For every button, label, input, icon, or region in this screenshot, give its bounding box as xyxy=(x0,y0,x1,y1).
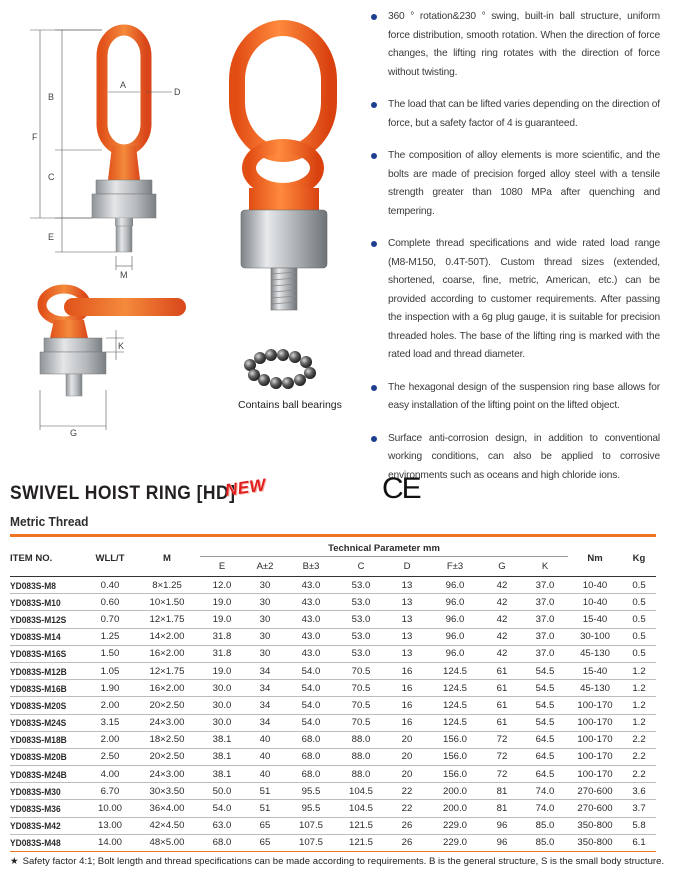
feature-item: 360 ° rotation&230 ° swing, built-in ball structure, uniform force distribution, smooth rotation. When the direction of force changes, the lifting ring rotates with the direction of force without twisting. xyxy=(368,8,660,82)
table-cell: 53.0 xyxy=(336,577,386,594)
table-cell: 74.0 xyxy=(522,783,568,800)
item-number-cell: YD083S-M12B xyxy=(10,662,78,679)
table-cell: 16 xyxy=(386,697,428,714)
table-cell: 4.00 xyxy=(86,766,134,783)
table-cell: 43.0 xyxy=(286,594,336,611)
table-cell: 30×3.50 xyxy=(134,783,200,800)
col-header: WLL/T xyxy=(86,540,134,577)
table-cell: 96.0 xyxy=(428,577,482,594)
table-row xyxy=(10,766,656,783)
ball-bearings-caption: Contains ball bearings xyxy=(238,399,342,411)
table-cell: 34 xyxy=(244,714,286,731)
table-row xyxy=(10,714,656,731)
dim-b-label: B xyxy=(48,92,55,102)
col-header: E xyxy=(200,557,244,577)
table-cell: 81 xyxy=(482,783,522,800)
table-cell: 53.0 xyxy=(336,645,386,662)
table-cell: 13 xyxy=(386,577,428,594)
table-cell: 72 xyxy=(482,748,522,765)
table-cell: 0.60 xyxy=(86,594,134,611)
table-cell: 229.0 xyxy=(428,817,482,834)
table-cell: 54.0 xyxy=(200,800,244,817)
bullet-icon xyxy=(371,436,377,442)
new-badge: NEW xyxy=(223,475,268,500)
table-cell: 45-130 xyxy=(568,680,622,697)
table-cell: 10-40 xyxy=(568,594,622,611)
table-row xyxy=(10,834,656,851)
table-cell: 51 xyxy=(244,783,286,800)
feature-list xyxy=(368,8,660,499)
item-number-cell: YD083S-M42 xyxy=(10,817,78,834)
table-cell: 156.0 xyxy=(428,748,482,765)
table-cell: 0.5 xyxy=(622,611,656,628)
table-cell: 70.5 xyxy=(336,714,386,731)
table-cell: 1.2 xyxy=(622,662,656,679)
table-cell: 104.5 xyxy=(336,783,386,800)
col-header: F±3 xyxy=(428,557,482,577)
spec-table-body xyxy=(10,577,656,852)
table-cell: 2.2 xyxy=(622,748,656,765)
table-cell: 42 xyxy=(482,611,522,628)
table-cell: 12×1.75 xyxy=(134,662,200,679)
table-cell: 6.1 xyxy=(622,834,656,851)
dim-f-label: F xyxy=(32,132,38,142)
table-cell: 50.0 xyxy=(200,783,244,800)
table-cell: 124.5 xyxy=(428,697,482,714)
table-cell: 22 xyxy=(386,800,428,817)
table-row xyxy=(10,783,656,800)
table-cell: 13 xyxy=(386,611,428,628)
table-cell: 37.0 xyxy=(522,645,568,662)
table-cell: 12×1.75 xyxy=(134,611,200,628)
table-cell: 38.1 xyxy=(200,766,244,783)
item-number-cell: YD083S-M16S xyxy=(10,645,78,662)
dim-g-label: G xyxy=(70,428,78,438)
table-cell: 37.0 xyxy=(522,594,568,611)
table-cell: 30.0 xyxy=(200,697,244,714)
table-cell: 64.5 xyxy=(522,731,568,748)
table-cell: 30.0 xyxy=(200,680,244,697)
table-cell: 0.5 xyxy=(622,645,656,662)
table-cell: 43.0 xyxy=(286,611,336,628)
table-cell: 61 xyxy=(482,680,522,697)
table-row xyxy=(10,594,656,611)
table-cell: 16 xyxy=(386,680,428,697)
table-cell: 13 xyxy=(386,645,428,662)
table-cell: 19.0 xyxy=(200,594,244,611)
table-cell: 3.7 xyxy=(622,800,656,817)
table-cell: 45-130 xyxy=(568,645,622,662)
table-row xyxy=(10,577,656,594)
table-cell: 54.5 xyxy=(522,714,568,731)
table-cell: 96.0 xyxy=(428,594,482,611)
table-cell: 34 xyxy=(244,697,286,714)
subtitle: Metric Thread xyxy=(10,514,89,529)
table-cell: 64.5 xyxy=(522,748,568,765)
table-cell: 1.2 xyxy=(622,680,656,697)
table-cell: 1.05 xyxy=(86,662,134,679)
table-cell: 31.8 xyxy=(200,645,244,662)
table-cell: 24×3.00 xyxy=(134,766,200,783)
table-cell: 54.0 xyxy=(286,697,336,714)
dim-a-label: A xyxy=(120,80,127,90)
item-number-cell: YD083S-M30 xyxy=(10,783,78,800)
table-cell: 18×2.50 xyxy=(134,731,200,748)
bullet-icon xyxy=(371,241,377,247)
table-cell: 30 xyxy=(244,611,286,628)
item-number-cell: YD083S-M24S xyxy=(10,714,78,731)
item-number-cell: YD083S-M10 xyxy=(10,594,78,611)
product-photo xyxy=(215,20,365,320)
table-cell: 0.70 xyxy=(86,611,134,628)
table-row xyxy=(10,817,656,834)
table-cell: 51 xyxy=(244,800,286,817)
table-cell: 1.2 xyxy=(622,697,656,714)
table-cell: 1.2 xyxy=(622,714,656,731)
table-cell: 24×3.00 xyxy=(134,714,200,731)
table-cell: 3.15 xyxy=(86,714,134,731)
table-cell: 124.5 xyxy=(428,714,482,731)
table-cell: 124.5 xyxy=(428,662,482,679)
dim-c-label: C xyxy=(48,172,55,182)
table-cell: 100-170 xyxy=(568,731,622,748)
table-cell: 30 xyxy=(244,628,286,645)
table-cell: 14×2.00 xyxy=(134,628,200,645)
col-header: ITEM NO. xyxy=(10,540,86,577)
table-cell: 38.1 xyxy=(200,748,244,765)
table-cell: 42 xyxy=(482,577,522,594)
table-cell: 22 xyxy=(386,783,428,800)
table-cell: 96 xyxy=(482,834,522,851)
table-cell: 1.50 xyxy=(86,645,134,662)
table-row xyxy=(10,680,656,697)
item-number-cell: YD083S-M20B xyxy=(10,748,78,765)
feature-item: The composition of alloy elements is more scientific, and the bolts are made of precision forged alloy steel with a tensile strength greater than 1080 MPa after quenching and tempering. xyxy=(368,147,660,221)
col-header: G xyxy=(482,557,522,577)
table-cell: 96.0 xyxy=(428,611,482,628)
col-header: Nm xyxy=(568,540,622,577)
table-cell: 40 xyxy=(244,766,286,783)
table-cell: 48×5.00 xyxy=(134,834,200,851)
table-cell: 34 xyxy=(244,662,286,679)
feature-item: The load that can be lifted varies depending on the direction of force, but a safety factor of 4 is guaranteed. xyxy=(368,96,660,133)
ce-mark: CE xyxy=(382,472,420,505)
col-header: D xyxy=(386,557,428,577)
table-cell: 81 xyxy=(482,800,522,817)
table-cell: 72 xyxy=(482,731,522,748)
item-number-cell: YD083S-M24B xyxy=(10,766,78,783)
technical-drawing xyxy=(0,0,230,440)
table-cell: 15-40 xyxy=(568,611,622,628)
table-cell: 68.0 xyxy=(286,731,336,748)
table-cell: 88.0 xyxy=(336,766,386,783)
item-number-cell: YD083S-M20S xyxy=(10,697,78,714)
table-cell: 54.0 xyxy=(286,680,336,697)
table-cell: 42×4.50 xyxy=(134,817,200,834)
table-cell: 100-170 xyxy=(568,714,622,731)
table-cell: 121.5 xyxy=(336,834,386,851)
table-cell: 85.0 xyxy=(522,817,568,834)
table-cell: 13.00 xyxy=(86,817,134,834)
table-cell: 20×2.50 xyxy=(134,697,200,714)
table-cell: 200.0 xyxy=(428,800,482,817)
table-cell: 107.5 xyxy=(286,834,336,851)
table-cell: 2.00 xyxy=(86,697,134,714)
table-cell: 37.0 xyxy=(522,611,568,628)
table-cell: 270-600 xyxy=(568,783,622,800)
dim-e-label: E xyxy=(48,232,55,242)
table-row xyxy=(10,800,656,817)
table-cell: 42 xyxy=(482,645,522,662)
item-number-cell: YD083S-M14 xyxy=(10,628,78,645)
table-cell: 37.0 xyxy=(522,628,568,645)
table-cell: 350-800 xyxy=(568,817,622,834)
feature-item: Surface anti-corrosion design, in addition to conventional working conditions, can also be applied to corrosive environments such as oceans and high chloride ions. xyxy=(368,430,660,486)
dim-k-label: K xyxy=(118,341,125,351)
table-cell: 40 xyxy=(244,748,286,765)
table-cell: 72 xyxy=(482,766,522,783)
table-cell: 37.0 xyxy=(522,577,568,594)
table-cell: 30.0 xyxy=(200,714,244,731)
table-cell: 15-40 xyxy=(568,662,622,679)
table-cell: 13 xyxy=(386,594,428,611)
table-cell: 16 xyxy=(386,662,428,679)
table-cell: 200.0 xyxy=(428,783,482,800)
table-cell: 54.0 xyxy=(286,662,336,679)
table-cell: 270-600 xyxy=(568,800,622,817)
table-cell: 70.5 xyxy=(336,662,386,679)
table-cell: 100-170 xyxy=(568,697,622,714)
table-cell: 1.25 xyxy=(86,628,134,645)
table-cell: 30 xyxy=(244,594,286,611)
table-cell: 68.0 xyxy=(286,766,336,783)
table-cell: 54.5 xyxy=(522,662,568,679)
table-cell: 350-800 xyxy=(568,834,622,851)
table-cell: 70.5 xyxy=(336,697,386,714)
col-header: Kg xyxy=(622,540,656,577)
feature-item: The hexagonal design of the suspension ring base allows for easy installation of the lifting point on the lifted object. xyxy=(368,379,660,416)
table-cell: 85.0 xyxy=(522,834,568,851)
table-cell: 14.00 xyxy=(86,834,134,851)
item-number-cell: YD083S-M12S xyxy=(10,611,78,628)
table-cell: 31.8 xyxy=(200,628,244,645)
bullet-icon xyxy=(371,14,377,20)
table-cell: 95.5 xyxy=(286,800,336,817)
table-cell: 20 xyxy=(386,748,428,765)
bullet-icon xyxy=(371,385,377,391)
table-cell: 16×2.00 xyxy=(134,680,200,697)
table-cell: 34 xyxy=(244,680,286,697)
table-cell: 64.5 xyxy=(522,766,568,783)
table-cell: 26 xyxy=(386,834,428,851)
spec-table xyxy=(10,540,656,852)
table-cell: 65 xyxy=(244,834,286,851)
table-cell: 2.2 xyxy=(622,731,656,748)
col-header: B±3 xyxy=(286,557,336,577)
table-cell: 8×1.25 xyxy=(134,577,200,594)
table-cell: 38.1 xyxy=(200,731,244,748)
table-cell: 156.0 xyxy=(428,766,482,783)
table-cell: 0.5 xyxy=(622,594,656,611)
table-cell: 6.70 xyxy=(86,783,134,800)
table-cell: 96.0 xyxy=(428,628,482,645)
table-cell: 68.0 xyxy=(200,834,244,851)
table-cell: 19.0 xyxy=(200,662,244,679)
table-cell: 53.0 xyxy=(336,628,386,645)
table-cell: 2.2 xyxy=(622,766,656,783)
bullet-icon xyxy=(371,102,377,108)
item-number-cell: YD083S-M8 xyxy=(10,577,78,594)
table-row xyxy=(10,645,656,662)
table-cell: 12.0 xyxy=(200,577,244,594)
table-cell: 53.0 xyxy=(336,611,386,628)
table-cell: 10-40 xyxy=(568,577,622,594)
ball-bearings-image xyxy=(240,345,320,395)
feature-item: Complete thread specifications and wide rated load range (M8-M150, 0.4T-50T). Custom thread sizes (extended, shortened, coarse, fine, metric, American, etc.) can be provided according to customer requirements. After passing the inspection with a 6g plug gauge, it is suitable for precision threaded holes. The base of the lifting ring is marked with the rated load and thread diameter. xyxy=(368,235,660,365)
col-header: C xyxy=(336,557,386,577)
table-cell: 2.50 xyxy=(86,748,134,765)
table-cell: 30 xyxy=(244,645,286,662)
table-cell: 20 xyxy=(386,766,428,783)
table-row xyxy=(10,748,656,765)
table-row xyxy=(10,697,656,714)
table-cell: 30 xyxy=(244,577,286,594)
table-cell: 68.0 xyxy=(286,748,336,765)
table-cell: 40 xyxy=(244,731,286,748)
table-cell: 30-100 xyxy=(568,628,622,645)
table-row xyxy=(10,611,656,628)
table-cell: 0.5 xyxy=(622,628,656,645)
table-cell: 16×2.00 xyxy=(134,645,200,662)
accent-divider xyxy=(10,534,656,537)
table-cell: 53.0 xyxy=(336,594,386,611)
footnote: ★ Safety factor 4:1; Bolt length and thread specifications can be made according to requirements. B is the general structure, S is the small body structure. xyxy=(10,856,665,867)
table-cell: 70.5 xyxy=(336,680,386,697)
group-header: Technical Parameter mm xyxy=(328,542,440,554)
item-number-cell: YD083S-M36 xyxy=(10,800,78,817)
table-cell: 107.5 xyxy=(286,817,336,834)
col-header: K xyxy=(522,557,568,577)
item-number-cell: YD083S-M18B xyxy=(10,731,78,748)
table-cell: 61 xyxy=(482,662,522,679)
item-number-cell: YD083S-M48 xyxy=(10,834,78,851)
item-number-cell: YD083S-M16B xyxy=(10,680,78,697)
table-cell: 74.0 xyxy=(522,800,568,817)
table-cell: 36×4.00 xyxy=(134,800,200,817)
table-cell: 20 xyxy=(386,731,428,748)
table-row xyxy=(10,731,656,748)
table-cell: 5.8 xyxy=(622,817,656,834)
table-cell: 100-170 xyxy=(568,748,622,765)
table-cell: 96.0 xyxy=(428,645,482,662)
table-cell: 42 xyxy=(482,628,522,645)
table-cell: 104.5 xyxy=(336,800,386,817)
table-cell: 2.00 xyxy=(86,731,134,748)
bullet-icon xyxy=(371,153,377,159)
table-cell: 156.0 xyxy=(428,731,482,748)
col-header: A±2 xyxy=(244,557,286,577)
table-cell: 20×2.50 xyxy=(134,748,200,765)
table-cell: 16 xyxy=(386,714,428,731)
table-cell: 10×1.50 xyxy=(134,594,200,611)
table-cell: 0.5 xyxy=(622,577,656,594)
dim-m-label: M xyxy=(120,270,128,280)
table-cell: 65 xyxy=(244,817,286,834)
table-cell: 95.5 xyxy=(286,783,336,800)
table-cell: 121.5 xyxy=(336,817,386,834)
table-cell: 124.5 xyxy=(428,680,482,697)
table-cell: 54.5 xyxy=(522,680,568,697)
table-cell: 43.0 xyxy=(286,628,336,645)
table-row xyxy=(10,628,656,645)
table-cell: 43.0 xyxy=(286,645,336,662)
table-row xyxy=(10,662,656,679)
table-cell: 54.5 xyxy=(522,697,568,714)
product-title: SWIVEL HOIST RING [HD] xyxy=(10,483,236,504)
table-cell: 0.40 xyxy=(86,577,134,594)
table-cell: 100-170 xyxy=(568,766,622,783)
table-cell: 19.0 xyxy=(200,611,244,628)
table-cell: 229.0 xyxy=(428,834,482,851)
table-cell: 96 xyxy=(482,817,522,834)
table-cell: 3.6 xyxy=(622,783,656,800)
table-cell: 61 xyxy=(482,714,522,731)
table-cell: 13 xyxy=(386,628,428,645)
star-icon: ★ xyxy=(10,856,19,867)
dim-d-label: D xyxy=(174,87,181,97)
table-cell: 1.90 xyxy=(86,680,134,697)
table-cell: 10.00 xyxy=(86,800,134,817)
table-cell: 61 xyxy=(482,697,522,714)
table-cell: 63.0 xyxy=(200,817,244,834)
table-cell: 54.0 xyxy=(286,714,336,731)
col-header: M xyxy=(134,540,200,577)
table-cell: 43.0 xyxy=(286,577,336,594)
table-cell: 42 xyxy=(482,594,522,611)
table-cell: 88.0 xyxy=(336,748,386,765)
table-cell: 26 xyxy=(386,817,428,834)
table-cell: 88.0 xyxy=(336,731,386,748)
